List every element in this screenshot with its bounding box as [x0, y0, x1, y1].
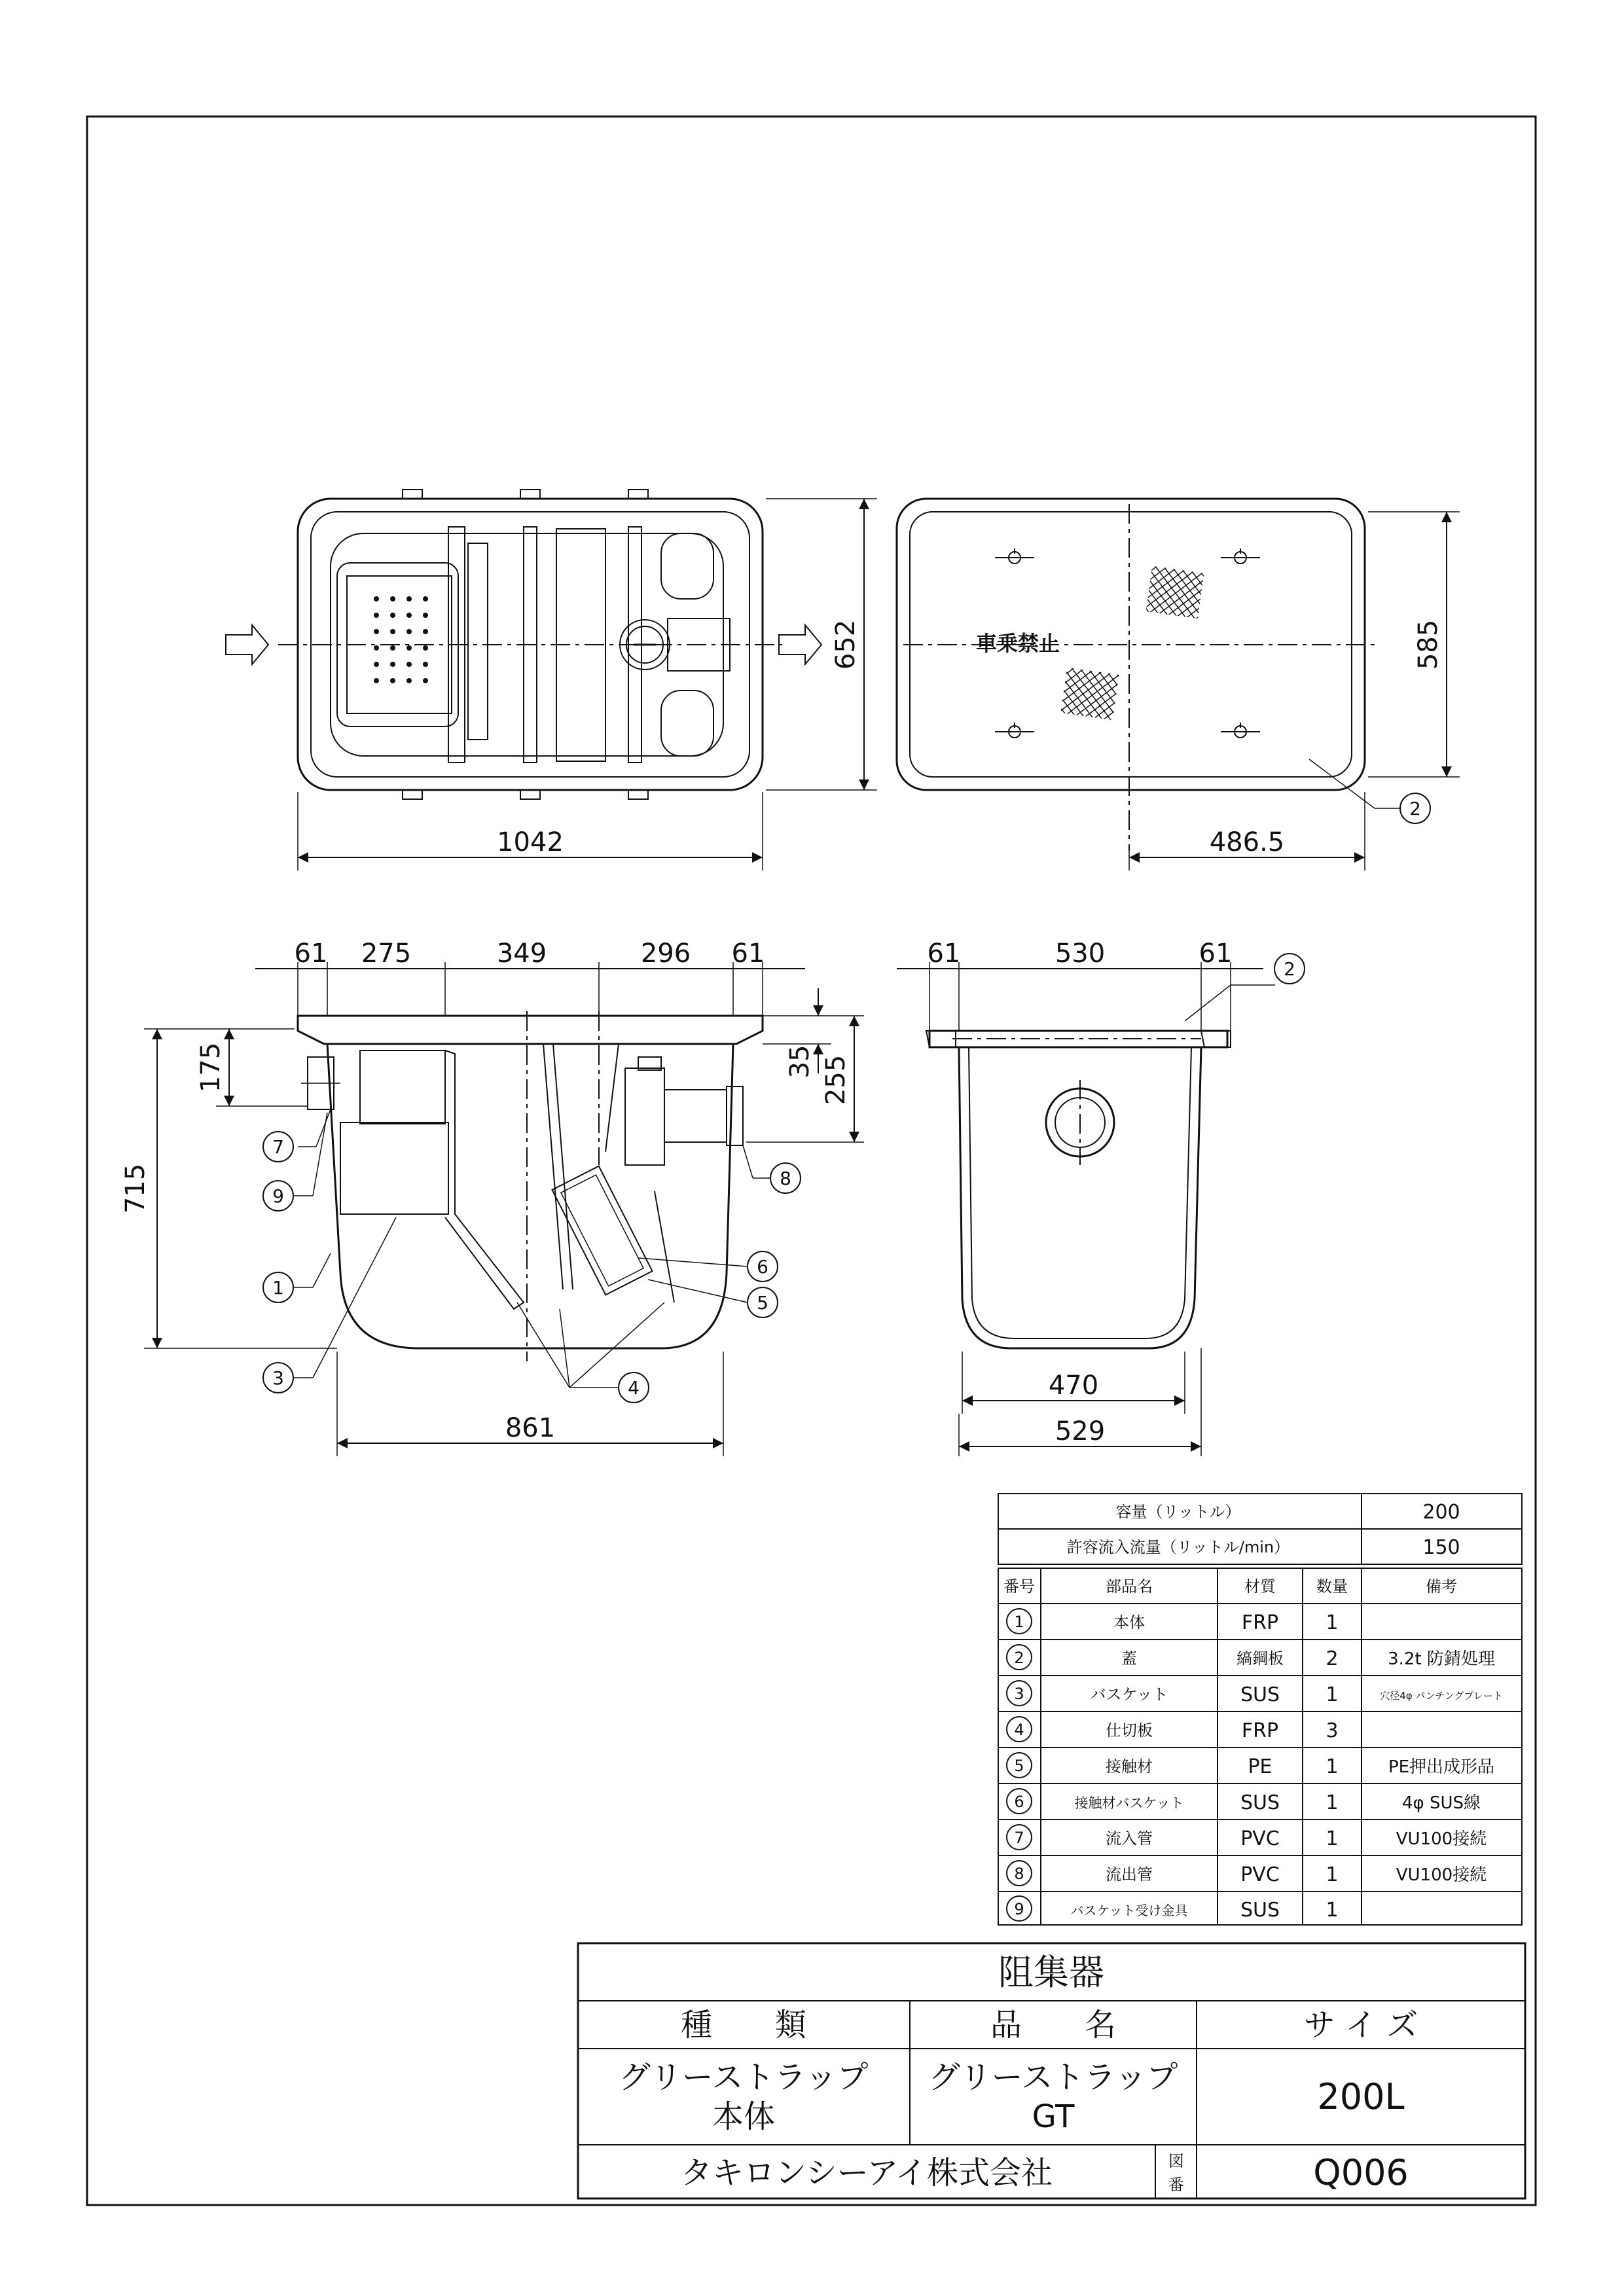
dim-h35: 35	[785, 1045, 815, 1079]
svg-text:VU100接続: VU100接続	[1396, 1829, 1487, 1849]
svg-text:PVC: PVC	[1240, 1827, 1280, 1850]
title-block	[578, 1943, 1525, 2198]
header-note: 備考	[1426, 1577, 1457, 1596]
callout-9: 9	[272, 1185, 284, 1207]
svg-text:SUS: SUS	[1240, 1683, 1280, 1706]
tread-mark-icon	[1061, 668, 1119, 720]
top-view-lid	[897, 499, 1375, 851]
kind-line2: 本体	[712, 2098, 776, 2135]
svg-text:2: 2	[1326, 1647, 1339, 1670]
svg-text:3.2t 防錆処理: 3.2t 防錆処理	[1388, 1649, 1495, 1669]
kind-line1: グリーストラップ	[619, 2059, 869, 2096]
svg-text:1: 1	[1326, 1827, 1339, 1850]
dim-lid-height: 585	[1413, 619, 1443, 670]
svg-text:1: 1	[1326, 1863, 1339, 1886]
product-line1: グリーストラップ	[928, 2059, 1178, 2096]
capacity-label: 容量（リットル）	[1115, 1503, 1241, 1521]
svg-text:1: 1	[1326, 1611, 1339, 1634]
side-dimensions	[897, 939, 1305, 1456]
svg-text:穴径4φ パンチングプレート: 穴径4φ パンチングプレート	[1380, 1690, 1503, 1702]
svg-text:蓋: 蓋	[1121, 1649, 1137, 1668]
title-text: 阻集器	[998, 1952, 1104, 1993]
table-row	[1007, 1896, 1339, 1922]
dim-seg2: 275	[361, 939, 412, 969]
svg-text:1: 1	[1326, 1791, 1339, 1814]
callout-1: 1	[272, 1277, 284, 1299]
svg-text:縞鋼板: 縞鋼板	[1236, 1649, 1284, 1668]
dim-bottom861: 861	[505, 1413, 556, 1443]
table-row	[1007, 1609, 1339, 1634]
svg-text:仕切板: 仕切板	[1106, 1721, 1153, 1740]
capacity-value: 200	[1422, 1501, 1460, 1524]
svg-text:1: 1	[1326, 1899, 1339, 1922]
svg-text:8: 8	[1014, 1865, 1024, 1883]
top-view-dimensions	[298, 499, 877, 870]
svg-text:4φ SUS線: 4φ SUS線	[1402, 1793, 1481, 1813]
dim-seg5: 61	[731, 939, 765, 969]
dim-side-seg3: 61	[1199, 939, 1233, 969]
svg-text:接触材バスケット: 接触材バスケット	[1074, 1795, 1184, 1811]
table-row	[1007, 1753, 1494, 1778]
header-material: 材質	[1244, 1577, 1276, 1596]
svg-text:6: 6	[1014, 1793, 1024, 1811]
drawing-no-label2: 番	[1168, 2176, 1184, 2194]
dim-side-seg1: 61	[927, 939, 961, 969]
front-section-view	[298, 1011, 763, 1361]
size-value: 200L	[1317, 2076, 1405, 2117]
callout-2-side: 2	[1284, 958, 1295, 980]
header-name: 部品名	[1106, 1577, 1153, 1596]
company-name: タキロンシーアイ株式会社	[680, 2155, 1053, 2191]
callout-5: 5	[757, 1292, 768, 1314]
svg-text:1: 1	[1326, 1683, 1339, 1706]
header-no: 番号	[1003, 1577, 1035, 1596]
svg-text:バスケット受け金具: バスケット受け金具	[1070, 1903, 1188, 1918]
svg-text:流出管: 流出管	[1106, 1865, 1153, 1884]
svg-text:流入管: 流入管	[1106, 1829, 1153, 1848]
dim-seg4: 296	[640, 939, 691, 969]
svg-text:7: 7	[1014, 1829, 1024, 1847]
callout-2: 2	[1409, 798, 1421, 819]
callout-3: 3	[272, 1367, 284, 1389]
product-line2: GT	[1032, 2098, 1075, 2135]
dim-w529: 529	[1055, 1416, 1106, 1446]
svg-text:2: 2	[1014, 1649, 1024, 1667]
table-row	[1007, 1825, 1487, 1850]
dim-h255: 255	[821, 1054, 851, 1105]
svg-text:FRP: FRP	[1241, 1611, 1279, 1634]
top-view-body	[226, 490, 821, 799]
svg-text:PE: PE	[1248, 1755, 1272, 1778]
header-qty: 数量	[1316, 1577, 1348, 1596]
table-row	[1007, 1861, 1487, 1886]
dim-top-width: 1042	[497, 827, 564, 857]
svg-text:接触材: 接触材	[1106, 1757, 1153, 1776]
callout-4: 4	[628, 1377, 640, 1399]
callout-8: 8	[780, 1168, 791, 1189]
table-row	[1007, 1645, 1495, 1670]
svg-text:バスケット: バスケット	[1090, 1685, 1168, 1704]
parts-table	[998, 1568, 1522, 1925]
table-row	[1007, 1717, 1339, 1742]
svg-text:3: 3	[1014, 1685, 1024, 1703]
drawing-number: Q006	[1313, 2152, 1409, 2193]
flow-label: 許容流入流量（リットル/min）	[1066, 1538, 1290, 1556]
table-row	[1007, 1681, 1503, 1706]
svg-text:5: 5	[1014, 1757, 1024, 1775]
svg-text:9: 9	[1014, 1900, 1024, 1918]
table-row	[1007, 1789, 1481, 1814]
side-section-view	[926, 1031, 1231, 1348]
spec-table	[998, 1494, 1522, 1564]
callout-6: 6	[757, 1256, 768, 1278]
product-label: 品 名	[990, 2007, 1117, 2043]
dim-side-seg2: 530	[1055, 939, 1106, 969]
svg-text:1: 1	[1014, 1613, 1024, 1631]
tread-mark-icon	[1146, 566, 1204, 619]
svg-text:SUS: SUS	[1240, 1791, 1280, 1814]
dim-top-height: 652	[831, 619, 861, 670]
dim-seg3: 349	[496, 939, 547, 969]
svg-text:PVC: PVC	[1240, 1863, 1280, 1886]
svg-text:FRP: FRP	[1241, 1719, 1279, 1742]
callout-7: 7	[272, 1136, 284, 1158]
lid-callout	[1309, 759, 1430, 823]
dim-w470: 470	[1048, 1371, 1099, 1401]
dim-h715: 715	[120, 1163, 151, 1214]
svg-text:本体: 本体	[1113, 1613, 1145, 1632]
svg-text:VU100接続: VU100接続	[1396, 1865, 1487, 1885]
svg-text:3: 3	[1326, 1719, 1339, 1742]
basket-perforation	[374, 596, 428, 683]
svg-text:4: 4	[1014, 1721, 1024, 1739]
svg-text:1: 1	[1326, 1755, 1339, 1778]
svg-text:SUS: SUS	[1240, 1899, 1280, 1922]
flow-value: 150	[1422, 1536, 1460, 1559]
no-vehicle-text: 車乗禁止	[975, 631, 1060, 656]
dim-seg1: 61	[294, 939, 328, 969]
front-callouts	[263, 1109, 801, 1403]
svg-text:PE押出成形品: PE押出成形品	[1388, 1757, 1495, 1777]
dim-lid-width: 486.5	[1209, 827, 1285, 857]
drawing-no-label1: 図	[1168, 2152, 1184, 2170]
size-label: サ イ ズ	[1303, 2007, 1418, 2043]
dim-h175: 175	[196, 1042, 226, 1093]
kind-label: 種 類	[680, 2007, 807, 2043]
